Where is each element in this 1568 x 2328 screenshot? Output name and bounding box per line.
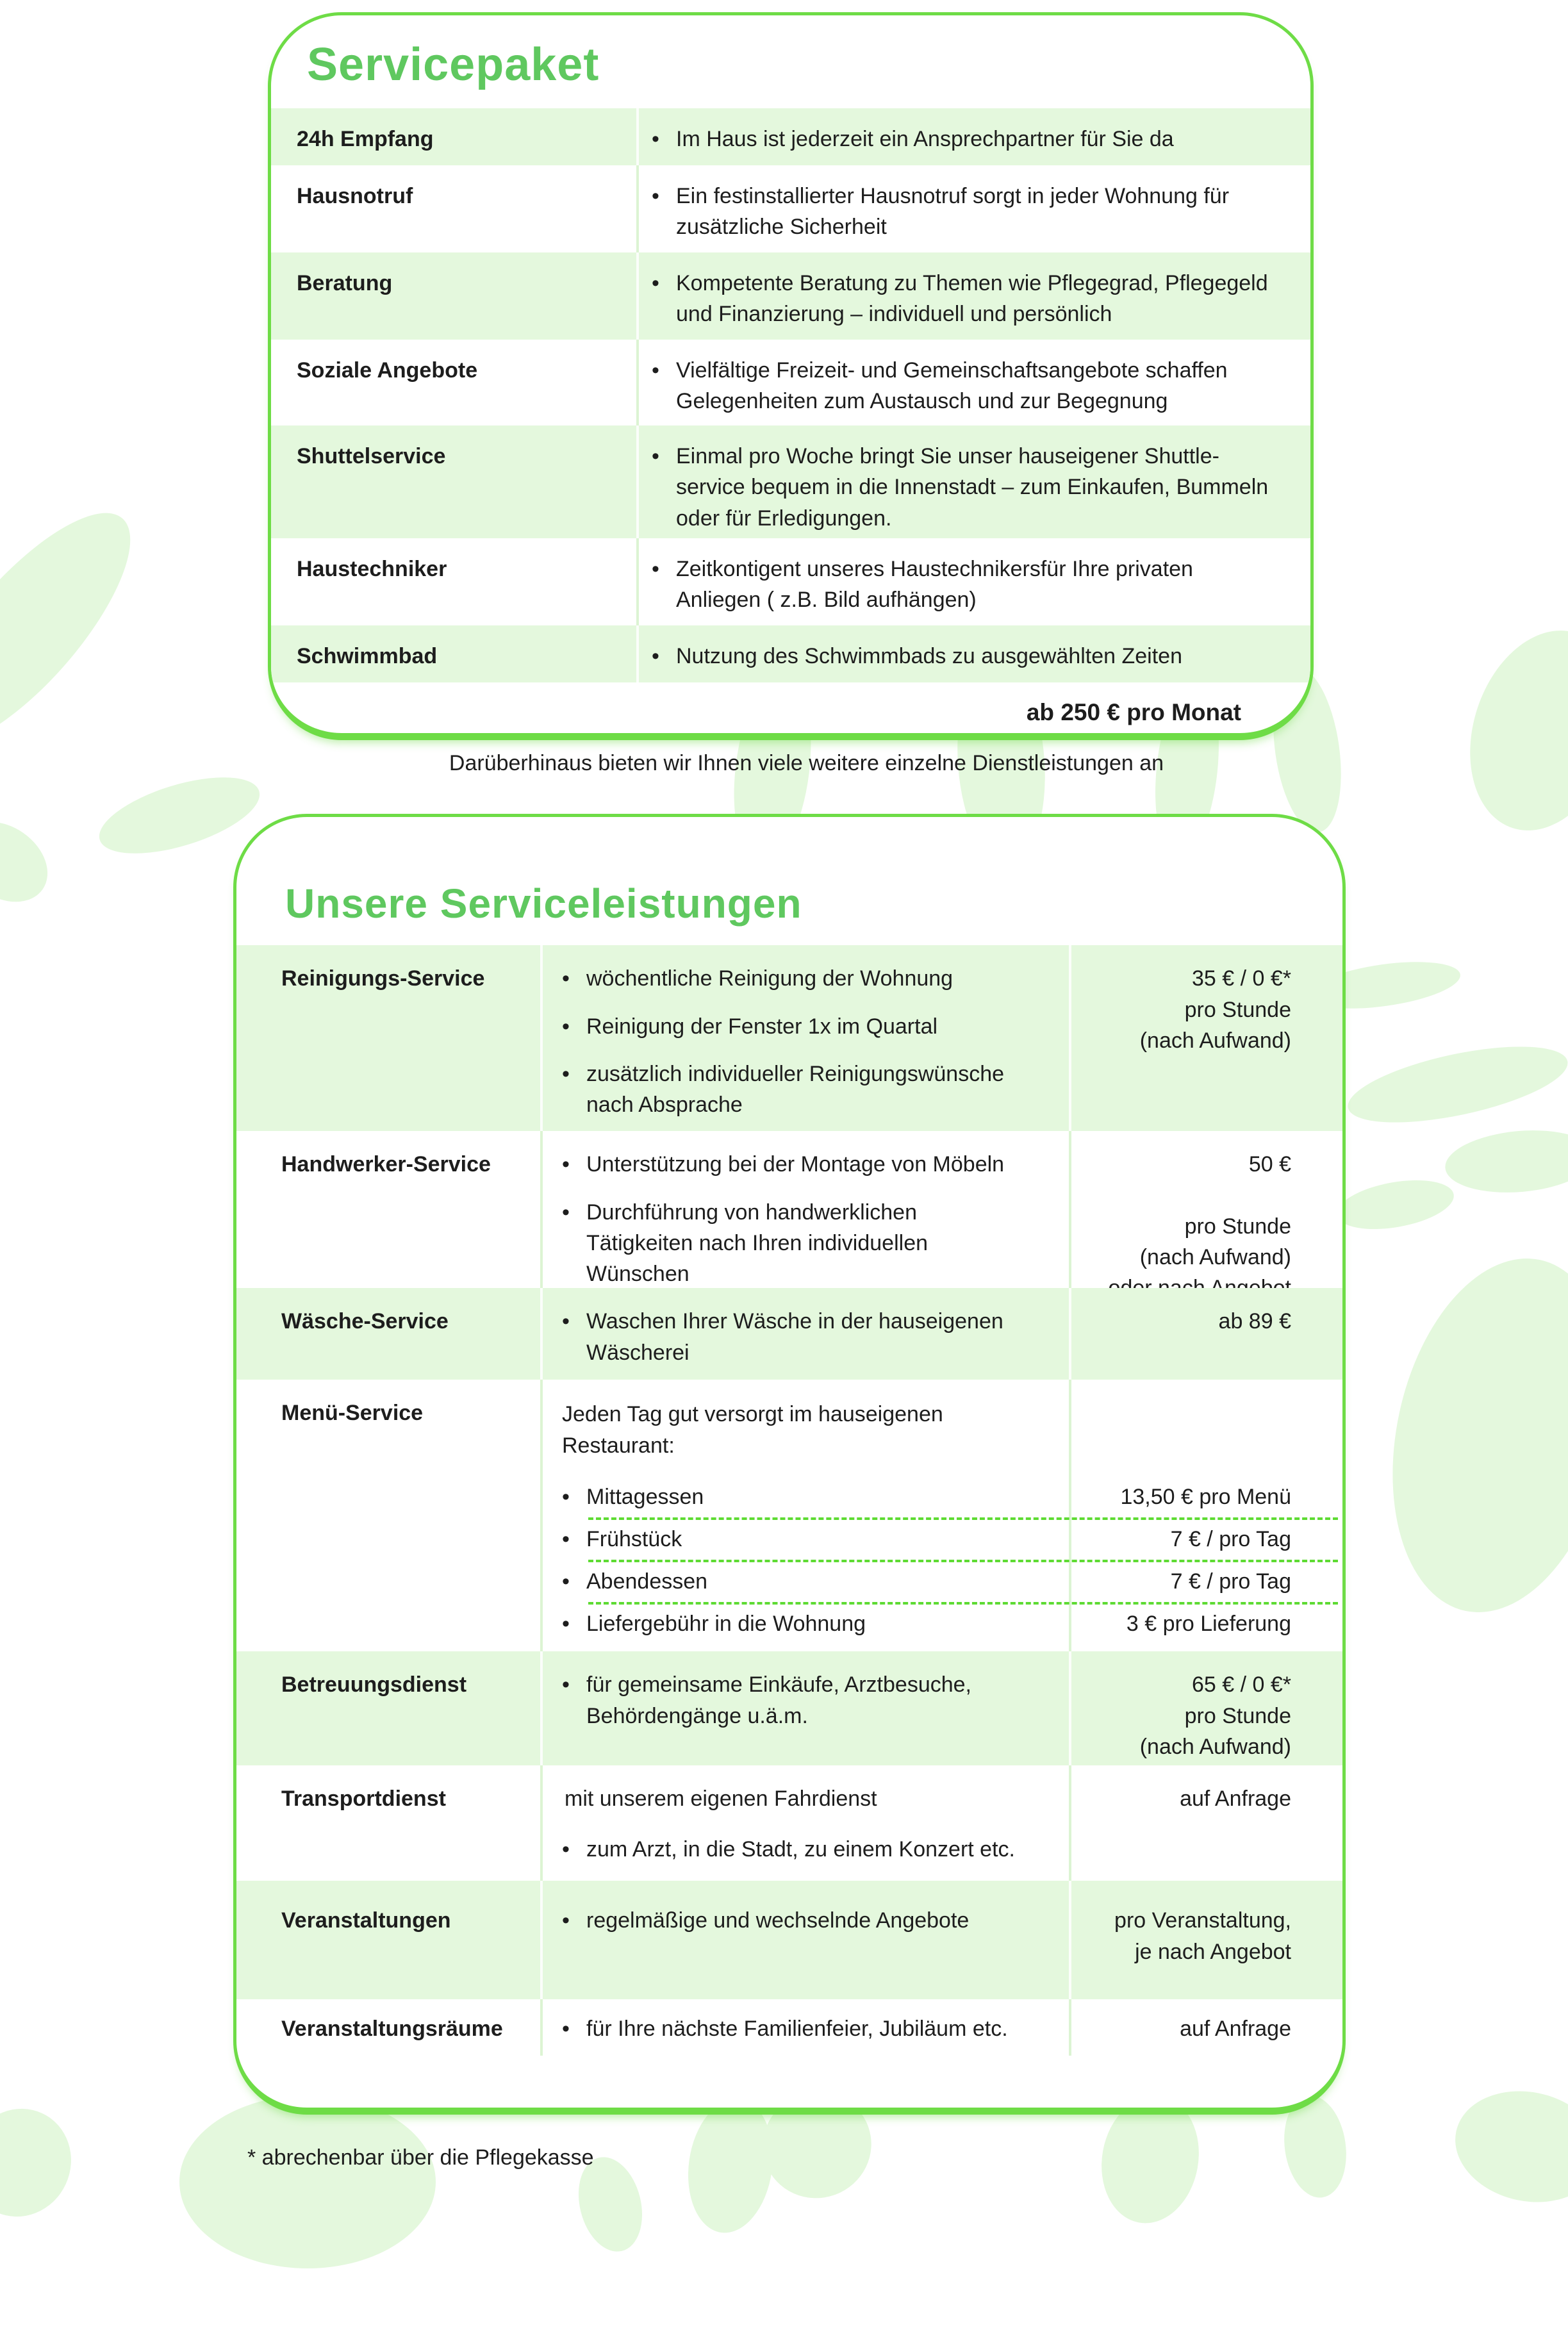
plain-line: mit unserem eigenen Fahrdienst bbox=[565, 1787, 877, 1812]
bullet-icon: • bbox=[562, 1200, 570, 1225]
menu-content bbox=[540, 1380, 1346, 1651]
service-description bbox=[636, 625, 1310, 682]
table-row bbox=[271, 425, 1310, 538]
service-description bbox=[540, 1288, 1069, 1380]
table-row bbox=[236, 1288, 1342, 1380]
bullet-icon: • bbox=[562, 1612, 570, 1637]
bullet-icon: • bbox=[652, 557, 659, 582]
service-description bbox=[540, 945, 1069, 1131]
bullet-icon: • bbox=[562, 1672, 570, 1697]
bullet-item: • für gemeinsame Einkäufe, Arztbesuche, Behördengänge u.ä.m. bbox=[562, 1669, 1024, 1731]
service-label: Wäsche-Service bbox=[281, 1309, 449, 1334]
bullet-item: • Waschen Ihrer Wäsche in der hauseigenen Wäscherei bbox=[562, 1306, 1024, 1368]
menu-item-price: 13,50 € pro Menü bbox=[1120, 1485, 1291, 1510]
service-label: Transportdienst bbox=[281, 1787, 446, 1812]
service-label: Beratung bbox=[297, 271, 393, 296]
bullet-item: • Durchführung von handwerklichen Tätigkeiten nach Ihren individuellen Wünschen bbox=[562, 1197, 1024, 1290]
between-note: Darüberhinaus bieten wir Ihnen viele weitere einzelne Dienstleistungen an bbox=[449, 751, 1164, 775]
bullet-icon: • bbox=[652, 358, 659, 383]
service-label: 24h Empfang bbox=[297, 127, 434, 152]
bullet-item: • zum Arzt, in die Stadt, zu einem Konzert etc. bbox=[562, 1834, 1024, 1865]
bullet-icon: • bbox=[562, 1485, 570, 1510]
bullet-icon: • bbox=[562, 1569, 570, 1594]
bullet-item: • Reinigung der Fenster 1x im Quartal bbox=[562, 1011, 1024, 1042]
bullet-item: • Im Haus ist jederzeit ein Ansprechpartner für Sie da bbox=[652, 124, 1275, 154]
bullet-item: • Kompetente Beratung zu Themen wie Pflegegrad, Pflegegeld und Finanzierung – individuell und persönlich bbox=[652, 268, 1275, 330]
servicepaket-title: Servicepaket bbox=[307, 39, 600, 90]
menu-item: • Frühstück 7 € / pro Tag bbox=[540, 1520, 1346, 1560]
bullet-icon: • bbox=[562, 1527, 570, 1552]
menu-item: • Liefergebühr in die Wohnung 3 € pro Lieferung bbox=[540, 1605, 1346, 1644]
service-description bbox=[540, 1131, 1069, 1303]
table-row bbox=[236, 1131, 1342, 1288]
table-row bbox=[271, 108, 1310, 165]
bullet-icon: • bbox=[652, 271, 659, 296]
bullet-item: • Nutzung des Schwimmbads zu ausgewählten Zeiten bbox=[652, 641, 1275, 672]
service-description bbox=[636, 425, 1310, 538]
service-label: Betreuungsdienst bbox=[281, 1672, 467, 1697]
service-label: Haustechniker bbox=[297, 557, 447, 582]
price-cell: auf Anfrage bbox=[1180, 2017, 1291, 2042]
bullet-item: • wöchentliche Reinigung der Wohnung bbox=[562, 963, 1024, 994]
table-row bbox=[271, 340, 1310, 425]
menu-item-price: 7 € / pro Tag bbox=[1170, 1569, 1291, 1594]
serviceleistungen-title: Unsere Serviceleistungen bbox=[285, 880, 802, 927]
menu-item: • Abendessen 7 € / pro Tag bbox=[540, 1562, 1346, 1602]
petal-shape bbox=[1445, 2078, 1568, 2215]
service-label: Handwerker-Service bbox=[281, 1152, 491, 1177]
petal-shape bbox=[1362, 1238, 1568, 1633]
servicepaket-box bbox=[268, 12, 1314, 740]
service-label: Soziale Angebote bbox=[297, 358, 478, 383]
bullet-icon: • bbox=[562, 1837, 570, 1862]
petal-shape bbox=[1333, 1172, 1457, 1237]
package-price-note: ab 250 € pro Monat bbox=[1026, 699, 1241, 726]
menu-item-price: 3 € pro Lieferung bbox=[1126, 1612, 1291, 1637]
service-label: Reinigungs-Service bbox=[281, 966, 485, 991]
bullet-item: • zusätzlich individueller Reinigungswünsche nach Absprache bbox=[562, 1059, 1024, 1121]
petal-shape bbox=[179, 2095, 436, 2268]
table-row bbox=[271, 252, 1310, 340]
table-row-menu bbox=[236, 1380, 1342, 1651]
service-description bbox=[636, 252, 1310, 340]
bullet-icon: • bbox=[562, 1014, 570, 1039]
service-description bbox=[636, 165, 1310, 252]
service-label: Schwimmbad bbox=[297, 644, 438, 669]
price-cell: 35 € / 0 €* pro Stunde (nach Aufwand) bbox=[1139, 966, 1291, 1053]
table-row bbox=[236, 1999, 1342, 2056]
bullet-icon: • bbox=[562, 1309, 570, 1334]
bullet-item: • Zeitkontigent unseres Haustechnikersfür Ihre privaten Anliegen ( z.B. Bild aufhängen) bbox=[652, 554, 1275, 616]
bullet-icon: • bbox=[652, 644, 659, 669]
service-label: Veranstaltungsräume bbox=[281, 2017, 503, 2042]
petal-shape bbox=[680, 2093, 781, 2238]
bullet-icon: • bbox=[562, 1152, 570, 1177]
menu-intro: Jeden Tag gut versorgt im hauseigenen Restaurant: bbox=[562, 1402, 943, 1458]
service-description bbox=[636, 340, 1310, 425]
service-label: Shuttelservice bbox=[297, 444, 446, 469]
service-description bbox=[540, 1881, 1069, 1999]
table-row bbox=[236, 945, 1342, 1131]
bullet-item: • für Ihre nächste Familienfeier, Jubiläum etc. bbox=[562, 2013, 1024, 2044]
petal-shape bbox=[0, 2092, 88, 2234]
service-description bbox=[540, 1765, 1069, 1881]
bullet-icon: • bbox=[652, 184, 659, 209]
bullet-icon: • bbox=[652, 127, 659, 152]
price-cell: 65 € / 0 €* pro Stunde (nach Aufwand) bbox=[1139, 1672, 1291, 1759]
petal-shape bbox=[1446, 611, 1568, 850]
table-row bbox=[271, 538, 1310, 625]
table-row bbox=[271, 625, 1310, 682]
service-description bbox=[540, 1651, 1069, 1765]
petal-shape bbox=[1342, 1032, 1568, 1138]
service-label: Veranstaltungen bbox=[281, 1908, 451, 1933]
price-cell: 50 € pro Stunde (nach Aufwand) bbox=[1139, 1152, 1291, 1270]
service-label: Hausnotruf bbox=[297, 184, 413, 209]
table-row bbox=[236, 1765, 1342, 1881]
table-row bbox=[236, 1651, 1342, 1765]
menu-item: • Mittagessen 13,50 € pro Menü bbox=[540, 1478, 1346, 1517]
service-description bbox=[636, 108, 1310, 165]
price-cell: auf Anfrage bbox=[1180, 1787, 1291, 1812]
serviceleistungen-box bbox=[233, 814, 1346, 2115]
petal-shape bbox=[1442, 1125, 1568, 1198]
bullet-item: • Vielfältige Freizeit- und Gemeinschaftsangebote schaffen Gelegenheiten zum Austausch und zur Begegnung bbox=[652, 355, 1275, 417]
bullet-icon: • bbox=[652, 444, 659, 469]
service-description bbox=[540, 1999, 1069, 2056]
price-cell: ab 89 € bbox=[1218, 1309, 1291, 1334]
table-row bbox=[271, 165, 1310, 252]
service-label: Menü-Service bbox=[281, 1401, 424, 1426]
bullet-icon: • bbox=[562, 966, 570, 991]
bullet-item: • Ein festinstallierter Hausnotruf sorgt in jeder Wohnung für zusätzliche Sicherheit bbox=[652, 181, 1275, 243]
price-cell: pro Veranstaltung, je nach Angebot bbox=[1114, 1908, 1291, 1964]
bullet-item: • Unterstützung bei der Montage von Möbeln bbox=[562, 1149, 1024, 1180]
bullet-icon: • bbox=[562, 2017, 570, 2042]
footnote: * abrechenbar über die Pflegekasse bbox=[247, 2145, 594, 2170]
table-row bbox=[236, 1881, 1342, 1999]
bullet-item: • regelmäßige und wechselnde Angebote bbox=[562, 1905, 1024, 1936]
petal-shape bbox=[0, 484, 162, 775]
menu-item-price: 7 € / pro Tag bbox=[1170, 1527, 1291, 1552]
bullet-icon: • bbox=[562, 1908, 570, 1933]
petal-shape bbox=[0, 805, 63, 918]
bullet-item: • Einmal pro Woche bringt Sie unser hauseigener Shuttle-service bequem in die Innenstadt – zum Einkaufen, Bummeln oder für Erledigungen. bbox=[652, 441, 1275, 534]
bullet-icon: • bbox=[562, 1061, 570, 1086]
service-description bbox=[636, 538, 1310, 625]
